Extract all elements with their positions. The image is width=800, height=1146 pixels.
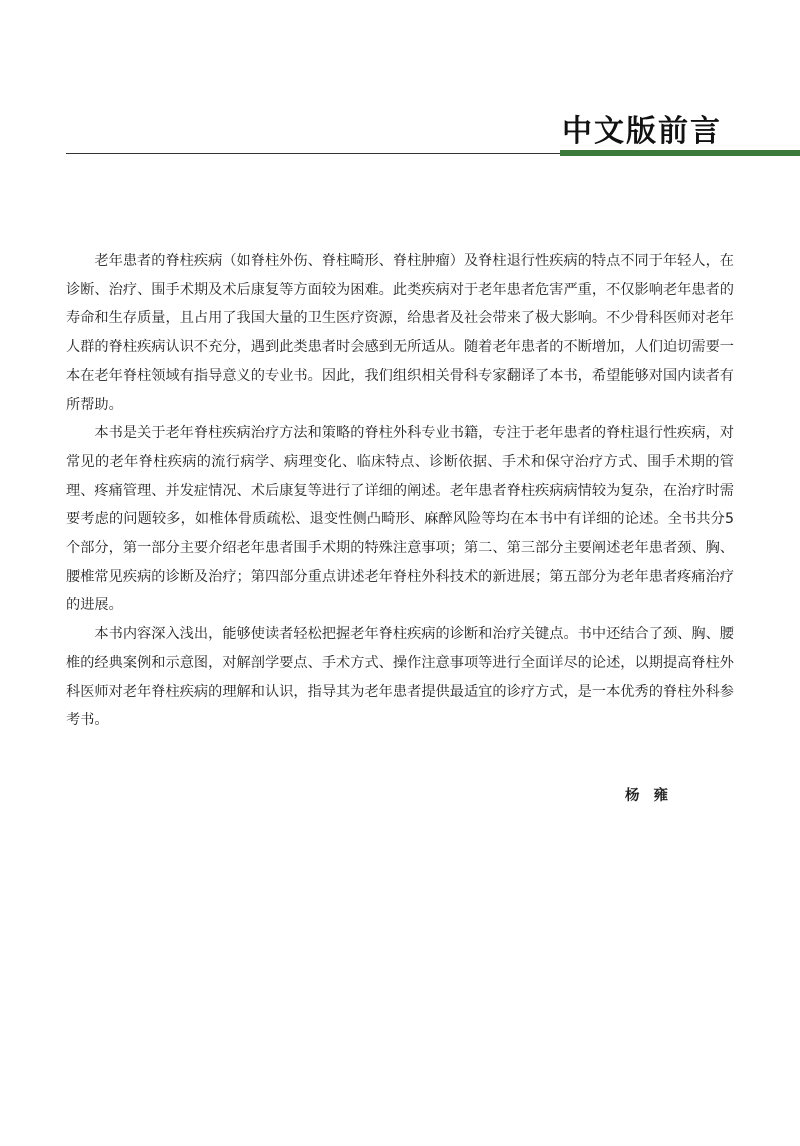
page-title: 中文版前言: [562, 114, 722, 149]
paragraph-2: 本书是关于老年脊柱疾病治疗方法和策略的脊柱外科专业书籍，专注于老年患者的脊柱退行性疾病，对常见的老年脊柱疾病的流行病学、病理变化、临床特点、诊断依据、手术和保守治疗方式、围手术期的管理、疼痛管理、并发症情况、术后康复等进行了详细的阐述。老年患者脊柱疾病病情较为复杂，在治疗时需要考虑的问题较多，如椎体骨质疏松、退变性侧凸畸形、麻醉风险等均在本书中有详细的论述。全书共分5个部分，第一部分主要介绍老年患者围手术期的特殊注意事项；第二、第三部分主要阐述老年患者颈、胸、腰椎常见疾病的诊断及治疗；第四部分重点讲述老年脊柱外科技术的新进展；第五部分为老年患者疼痛治疗的进展。: [66, 425, 734, 614]
header-divider-line: [66, 153, 560, 154]
author-signature: 杨雍: [625, 788, 682, 804]
paragraph-1: 老年患者的脊柱疾病（如脊柱外伤、脊柱畸形、脊柱肿瘤）及脊柱退行性疾病的特点不同于年轻人，在诊断、治疗、围手术期及术后康复等方面较为困难。此类疾病对于老年患者危害严重，不仅影响老年患者的寿命和生存质量，且占用了我国大量的卫生医疗资源，给患者及社会带来了极大影响。不少骨科医师对老年人群的脊柱疾病认识不充分，遇到此类患者时会感到无所适从。随着老年患者的不断增加，人们迫切需要一本在老年脊柱领域有指导意义的专业书。因此，我们组织相关骨科专家翻译了本书，希望能够对国内读者有所帮助。: [66, 253, 734, 413]
preface-body: [66, 247, 734, 735]
header-accent-bar: [560, 150, 800, 156]
paragraph-3: 本书内容深入浅出，能够使读者轻松把握老年脊柱疾病的诊断和治疗关键点。书中还结合了颈、胸、腰椎的经典案例和示意图，对解剖学要点、手术方式、操作注意事项等进行全面详尽的论述，以期提高脊柱外科医师对老年脊柱疾病的理解和认识，指导其为老年患者提供最适宜的诊疗方式，是一本优秀的脊柱外科参考书。: [66, 626, 734, 729]
